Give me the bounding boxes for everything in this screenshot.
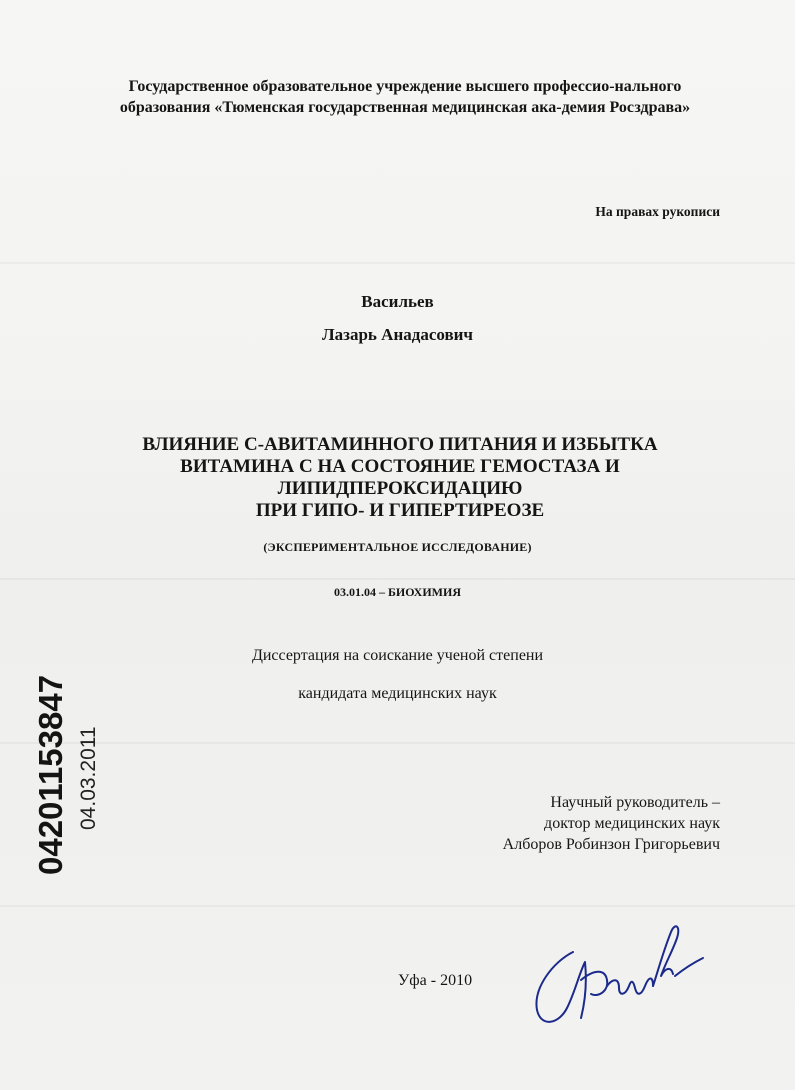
signature-icon bbox=[515, 910, 715, 1040]
institution-name: Государственное образовательное учреждение высшего профессио-нального образования «Тюменская государственная медицинская ака-демия Росздрава» bbox=[119, 78, 691, 116]
scan-streak bbox=[0, 905, 795, 907]
title-line: ВЛИЯНИЕ С-АВИТАМИННОГО ПИТАНИЯ И ИЗБЫТКА bbox=[142, 434, 658, 455]
scan-streak bbox=[0, 578, 795, 580]
supervisor-degree: доктор медицинских наук bbox=[544, 815, 720, 832]
library-stamp bbox=[20, 630, 115, 880]
title-subtitle: (ЭКСПЕРИМЕНТАЛЬНОЕ ИССЛЕДОВАНИЕ) bbox=[263, 540, 532, 554]
degree-name: кандидата медицинских наук bbox=[298, 685, 497, 702]
title-line: ВИТАМИНА С НА СОСТОЯНИЕ ГЕМОСТАЗА И bbox=[180, 456, 620, 477]
dissertation-title bbox=[60, 434, 740, 522]
supervisor-block bbox=[420, 792, 720, 855]
manuscript-note: На правах рукописи bbox=[595, 204, 720, 219]
supervisor-role: Научный руководитель – bbox=[550, 794, 720, 811]
city-year: Уфа - 2010 bbox=[397, 972, 473, 989]
scan-streak bbox=[0, 262, 795, 264]
scan-streak bbox=[0, 742, 795, 744]
author-name: Лазарь Анадасович bbox=[321, 325, 474, 344]
author-surname: Васильев bbox=[361, 292, 434, 311]
title-line: ПРИ ГИПО- И ГИПЕРТИРЕОЗЕ bbox=[255, 500, 545, 521]
dissertation-purpose: Диссертация на соискание ученой степени bbox=[251, 647, 544, 664]
supervisor-name: Алборов Робинзон Григорьевич bbox=[502, 836, 720, 853]
stamp-number: 04201153847 bbox=[32, 674, 69, 875]
specialty-code: 03.01.04 – БИОХИМИЯ bbox=[334, 585, 461, 599]
stamp-date: 04.03.2011 bbox=[77, 726, 100, 830]
title-line: ЛИПИДПЕРОКСИДАЦИЮ bbox=[277, 478, 523, 499]
